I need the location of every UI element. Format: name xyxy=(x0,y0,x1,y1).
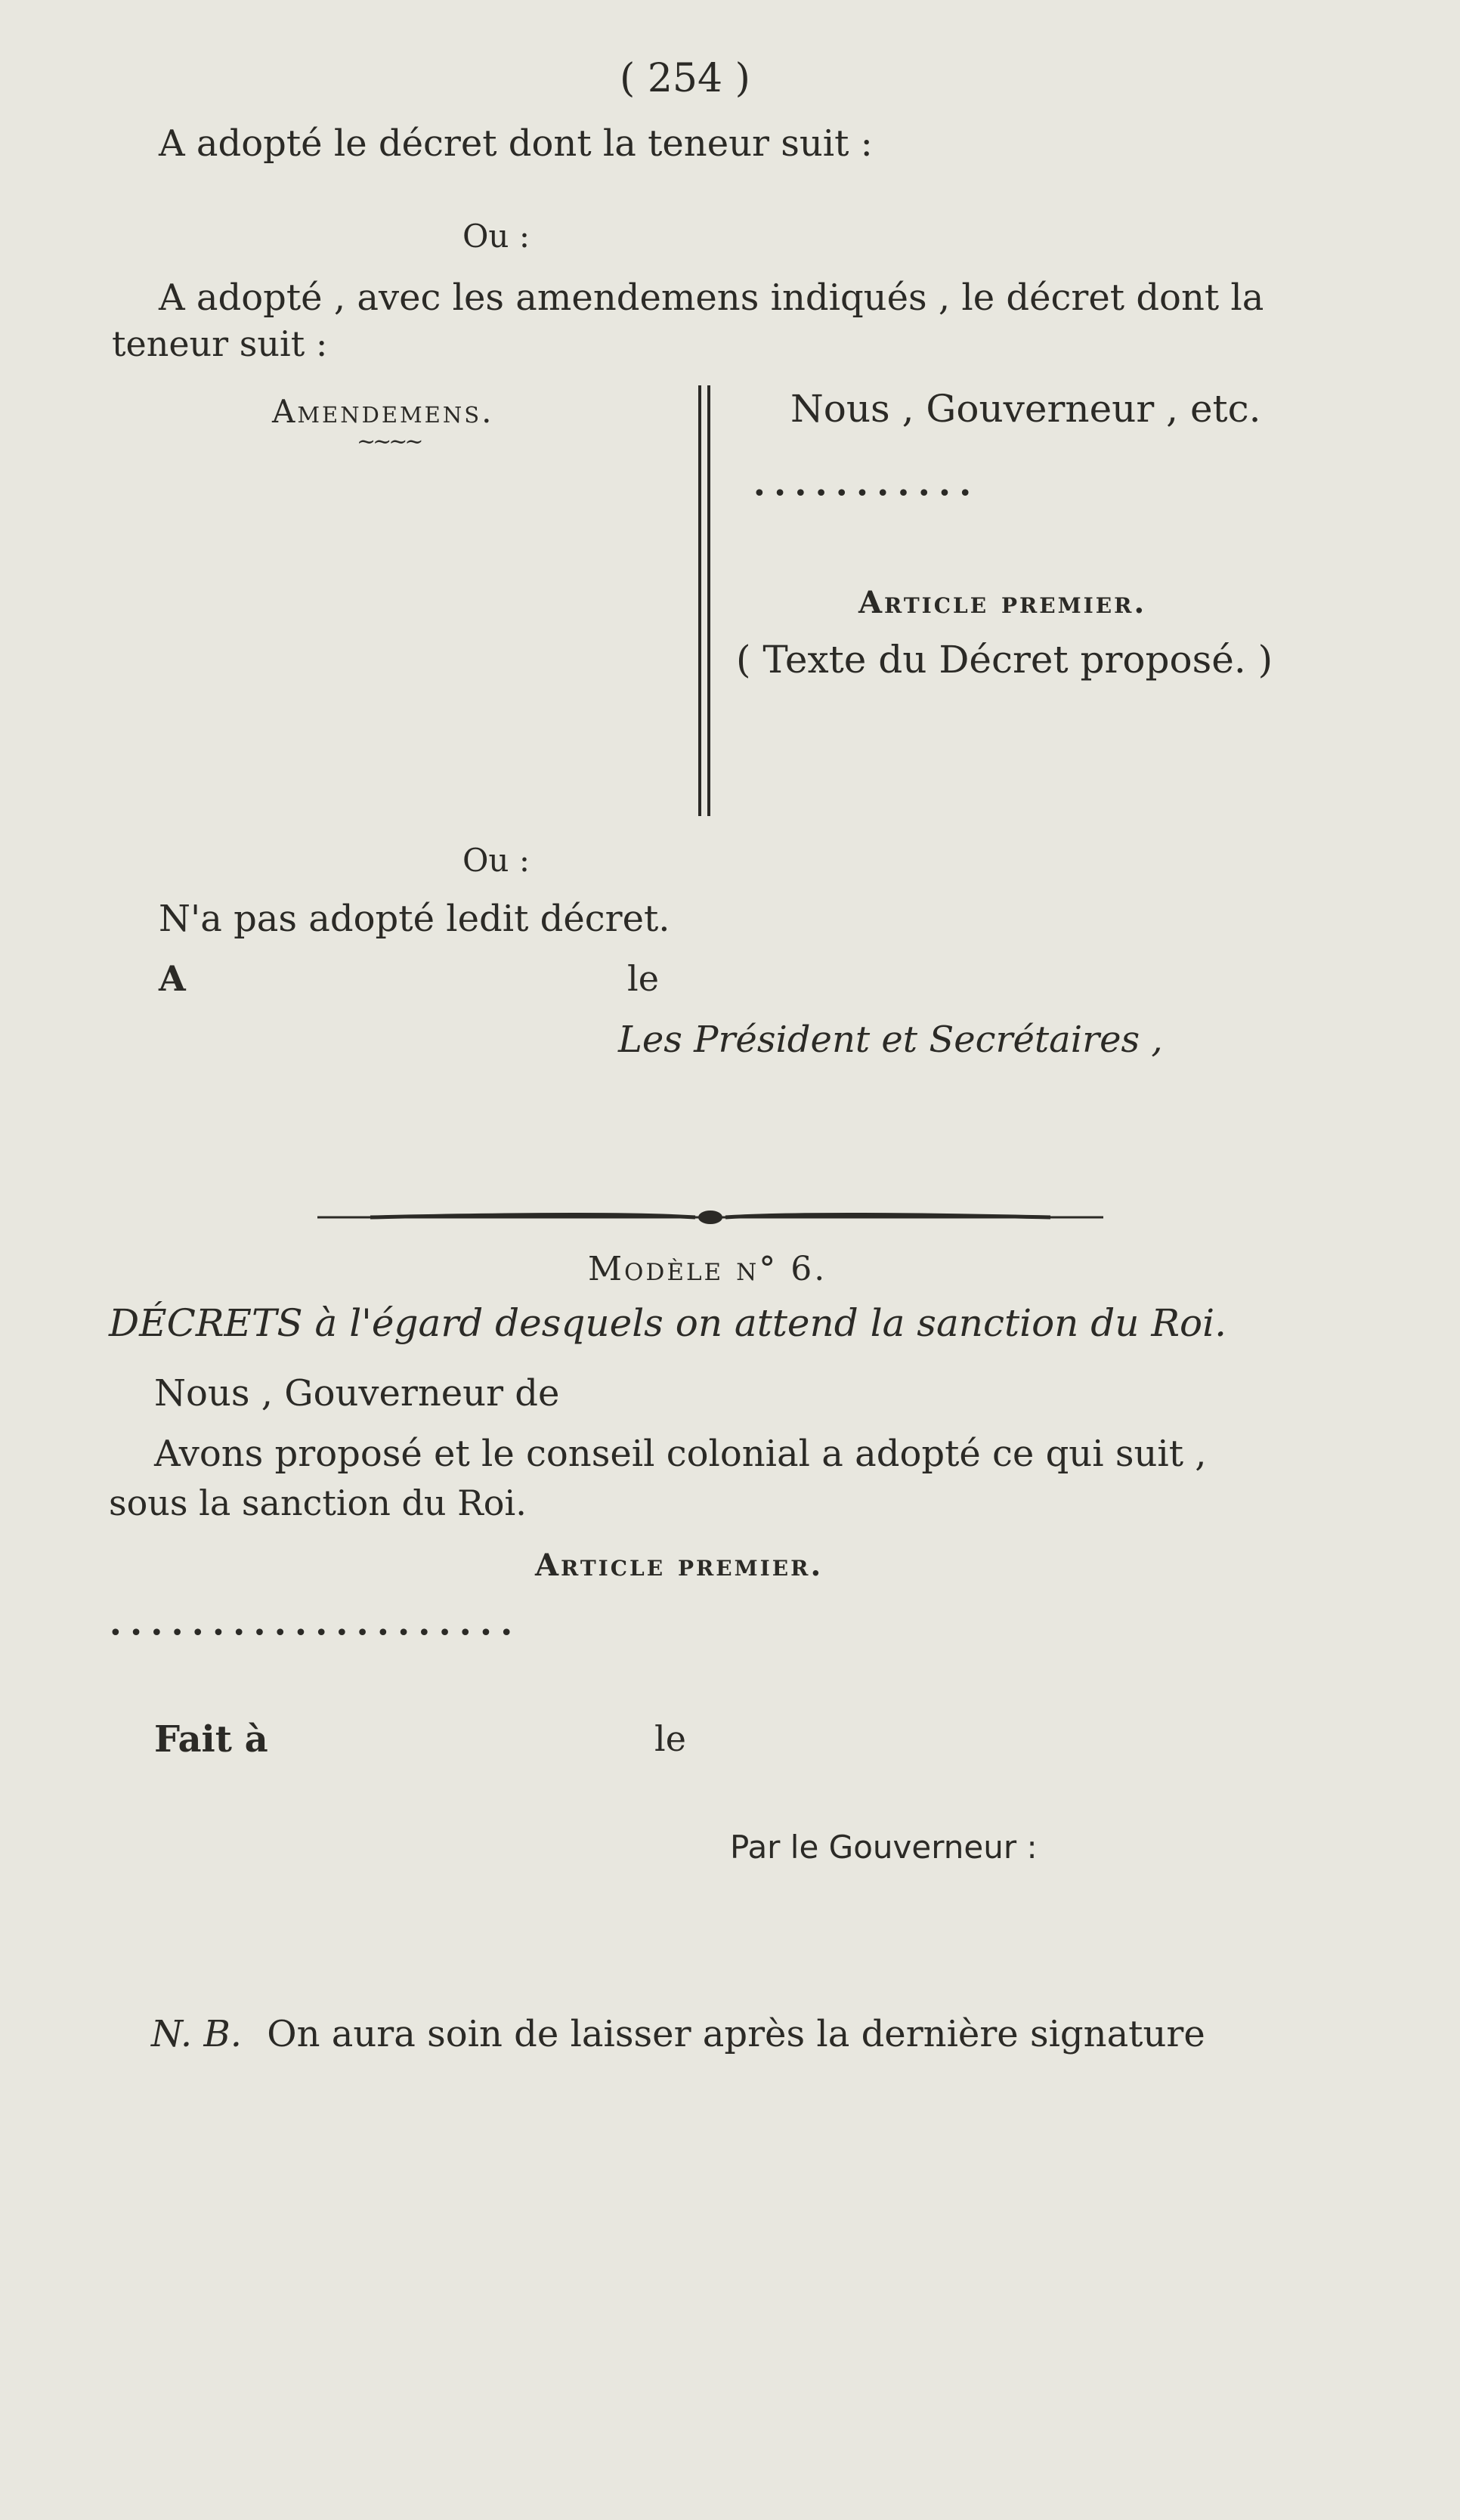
ou-label-1: Ou : xyxy=(462,218,530,255)
texte-du-decret: ( Texte du Décret proposé. ) xyxy=(736,638,1273,682)
intro-line-2a: A adopté , avec les amendemens indiqués , le décret dont la xyxy=(159,277,1264,319)
nota-bene-line xyxy=(151,2013,1205,2055)
amendemens-header: Amendemens. xyxy=(272,393,494,430)
column-divider-rule xyxy=(707,385,710,816)
dots-placeholder: • • • • • • • • • • • xyxy=(753,481,973,507)
amendemens-flourish: ~~~~ xyxy=(357,428,421,455)
president-secretaires: Les Président et Secrétaires , xyxy=(618,1019,1163,1061)
a-label: A xyxy=(159,958,186,999)
fait-a-label: Fait à xyxy=(154,1718,268,1761)
avons-propose-line-1: Avons proposé et le conseil colonial a adopté ce qui suit , xyxy=(154,1433,1207,1475)
page-number: ( 254 ) xyxy=(620,56,750,101)
avons-propose-line-2: sous la sanction du Roi. xyxy=(109,1483,527,1523)
ornamental-rule xyxy=(310,1206,1111,1229)
ou-label-2: Ou : xyxy=(462,842,530,879)
column-divider-rule xyxy=(698,385,701,816)
nous-gouverneur-de: Nous , Gouverneur de xyxy=(154,1372,560,1415)
modele-heading: Modèle n° 6. xyxy=(588,1250,827,1288)
intro-line-1: A adopté le décret dont la teneur suit : xyxy=(159,122,873,165)
nous-gouverneur-etc: Nous , Gouverneur , etc. xyxy=(790,387,1261,431)
nb-text: On aura soin de laisser après la dernière signature xyxy=(267,2013,1205,2055)
article-premier-heading: Article premier. xyxy=(858,585,1147,620)
nb-label: N. B. xyxy=(151,2013,242,2055)
dots-placeholder-2: • • • • • • • • • • • • • • • • • • • • xyxy=(109,1620,514,1647)
article-premier-heading-2: Article premier. xyxy=(535,1548,824,1583)
le-label-2: le xyxy=(654,1718,686,1759)
intro-line-2b: teneur suit : xyxy=(112,323,328,364)
par-le-gouverneur: Par le Gouverneur : xyxy=(730,1829,1038,1866)
le-label: le xyxy=(627,958,659,999)
decrets-title: DÉCRETS à l'égard desquels on attend la sanction du Roi. xyxy=(109,1301,1227,1345)
na-pas-adopte: N'a pas adopté ledit décret. xyxy=(159,898,670,940)
